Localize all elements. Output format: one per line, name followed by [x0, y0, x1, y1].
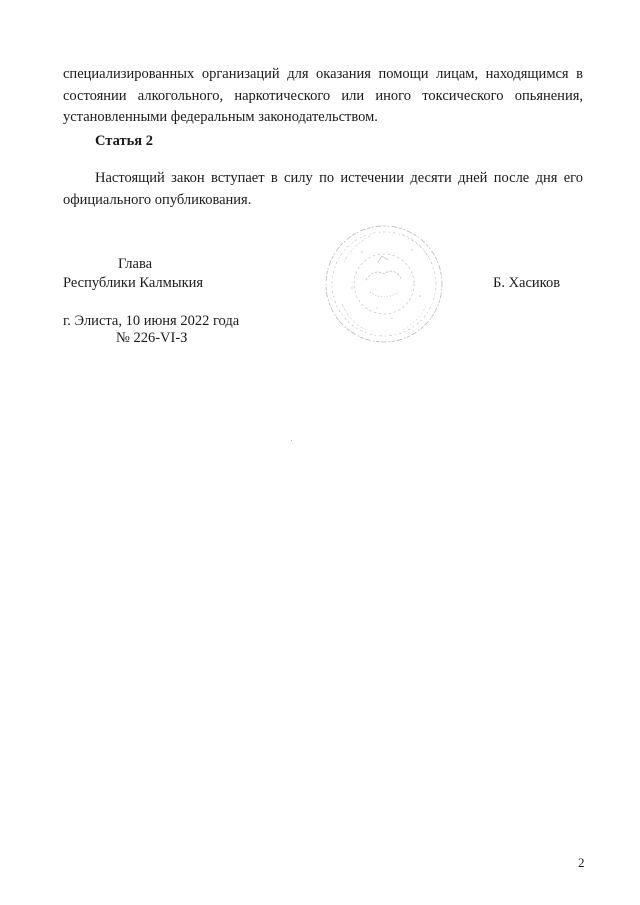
article-2-text [63, 168, 583, 211]
official-seal-icon [322, 222, 446, 346]
paragraph-line: установленными федеральным законодательством. [63, 109, 378, 125]
paragraph-line: состоянии алкогольного, наркотического или иного токсического опьянения, [63, 87, 583, 104]
paragraph-continuation [63, 64, 583, 129]
page-number: 2 [578, 855, 585, 870]
signatory-title-line-1: Глава [118, 256, 153, 272]
signatory-title-line-2: Республики Калмыкия [63, 275, 204, 291]
article-heading: Статья 2 [95, 133, 153, 149]
scan-speck [291, 440, 292, 441]
place-and-date: г. Элиста, 10 июня 2022 года [63, 313, 240, 329]
paragraph-line: Настоящий закон вступает в силу по истечении десяти дней после дня его [95, 170, 583, 186]
paragraph-line: официального опубликования. [63, 191, 252, 208]
law-number: № 226-VI-З [116, 330, 188, 346]
signatory-name: Б. Хасиков [493, 275, 561, 291]
paragraph-line: специализированных организаций для оказания помощи лицам, находящимся в [63, 66, 583, 82]
